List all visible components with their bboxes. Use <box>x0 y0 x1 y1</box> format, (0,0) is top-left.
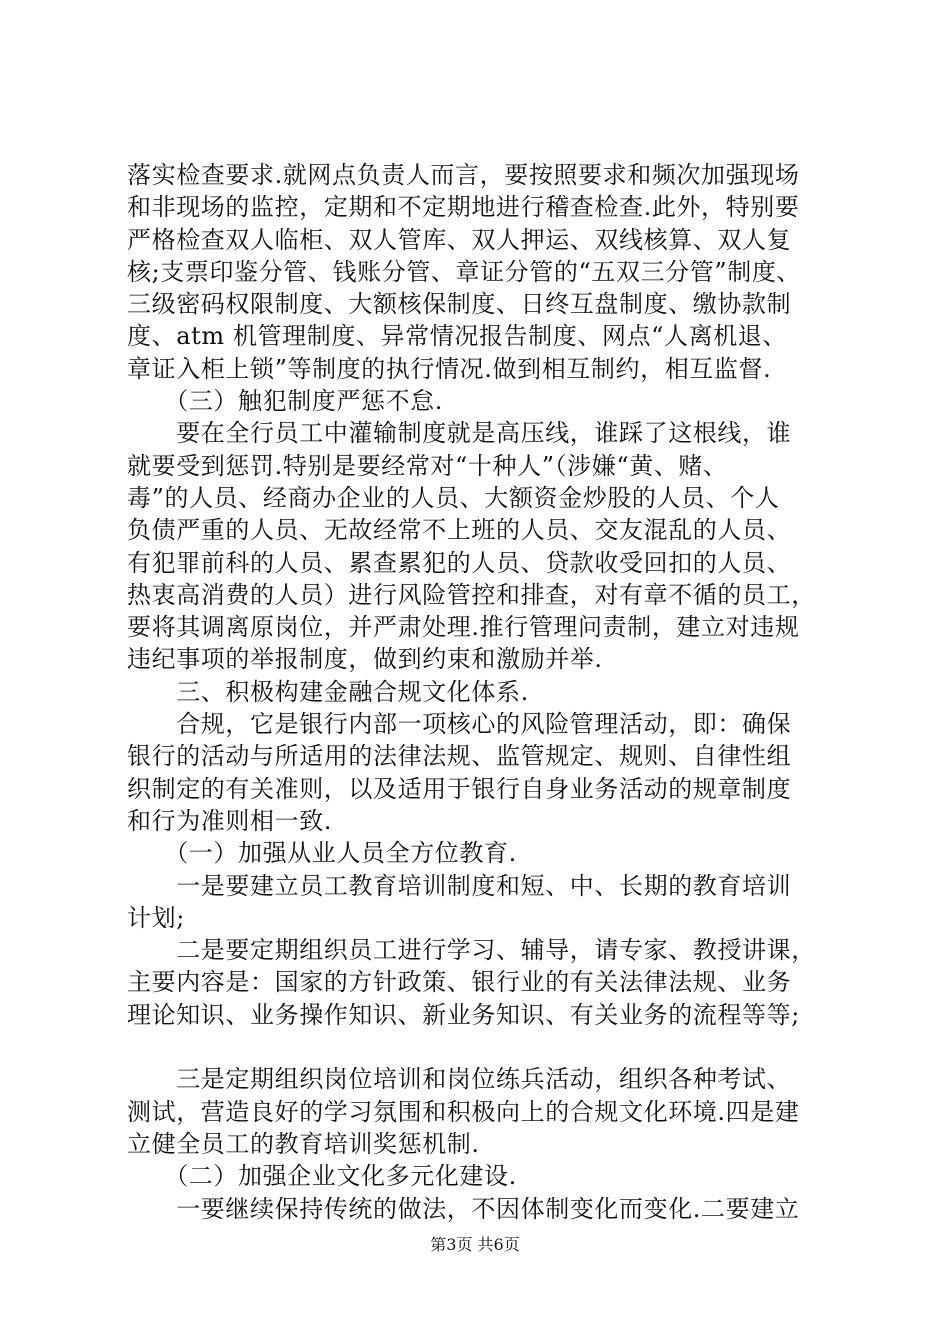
page-footer: 第3页 共6页 <box>430 1235 520 1254</box>
text-line: 严格检查双人临柜、双人管库、双人押运、双线核算、双人复 <box>127 225 792 254</box>
text-line: 织制定的有关准则，以及适用于银行自身业务活动的规章制度 <box>127 774 792 803</box>
text-line: 一是要建立员工教育培训制度和短、中、长期的教育培训 <box>127 871 792 900</box>
text-line: 有犯罪前科的人员、累查累犯的人员、贷款收受回扣的人员、 <box>127 548 792 577</box>
text-line: 违纪事项的举报制度，做到约束和激励并举. <box>127 645 603 674</box>
text-line: 要在全行员工中灌输制度就是高压线，谁踩了这根线，谁 <box>127 419 792 448</box>
text-line: 章证入柜上锁”等制度的执行情况.做到相互制约，相互监督. <box>127 354 772 383</box>
text-line: （一）加强从业人员全方位教育. <box>127 839 517 868</box>
text-line: 要将其调离原岗位，并严肃处理.推行管理问责制，建立对违规 <box>127 613 800 642</box>
document-body <box>127 159 827 1225</box>
text-line: （三）触犯制度严惩不怠. <box>127 387 444 416</box>
text-line: 理论知识、业务操作知识、新业务知识、有关业务的流程等等; <box>127 1000 800 1029</box>
text-line: 三级密码权限制度、大额核保制度、日终互盘制度、缴协款制 <box>127 290 792 319</box>
text-line: 三、积极构建金融合规文化体系. <box>127 677 529 706</box>
text-line: 银行的活动与所适用的法律法规、监管规定、规则、自律性组 <box>127 742 792 771</box>
text-line: 就要受到惩罚.特别是要经常对“十种人”（涉嫌“黄、赌、 <box>127 451 728 480</box>
text-line: 合规，它是银行内部一项核心的风险管理活动，即：确保 <box>127 710 792 739</box>
text-line: 一要继续保持传统的做法，不因体制变化而变化.二要建立 <box>127 1194 800 1223</box>
text-line: 热衷高消费的人员）进行风险管控和排查，对有章不循的员工， <box>127 580 816 609</box>
text-line: 主要内容是：国家的方针政策、银行业的有关法律法规、业务 <box>127 968 792 997</box>
text-line: 三是定期组织岗位培训和岗位练兵活动，组织各种考试、 <box>127 1065 792 1094</box>
text-line: 度、atm 机管理制度、异常情况报告制度、网点“人离机退、 <box>127 322 788 351</box>
text-line: 落实检查要求.就网点负责人而言，要按照要求和频次加强现场 <box>127 161 800 189</box>
text-line: 二是要定期组织员工进行学习、辅导，请专家、教授讲课， <box>127 936 816 965</box>
text-line: 负债严重的人员、无故经常不上班的人员、交友混乱的人员、 <box>127 516 792 545</box>
text-line: 和非现场的监控，定期和不定期地进行稽查检查.此外，特别要 <box>127 193 800 222</box>
text-line: （二）加强企业文化多元化建设. <box>127 1162 517 1191</box>
text-line: 和行为准则相一致. <box>127 806 333 835</box>
text-line: 测试，营造良好的学习氛围和积极向上的合规文化环境.四是建 <box>127 1097 800 1126</box>
text-line: 立健全员工的教育培训奖惩机制. <box>127 1129 480 1158</box>
text-line: 计划; <box>127 903 185 932</box>
blank-line <box>127 1031 827 1063</box>
text-line: 核;支票印鉴分管、钱账分管、章证分管的“五双三分管”制度、 <box>127 257 802 286</box>
text-line: 毒”的人员、经商办企业的人员、大额资金炒股的人员、个人 <box>127 483 780 512</box>
